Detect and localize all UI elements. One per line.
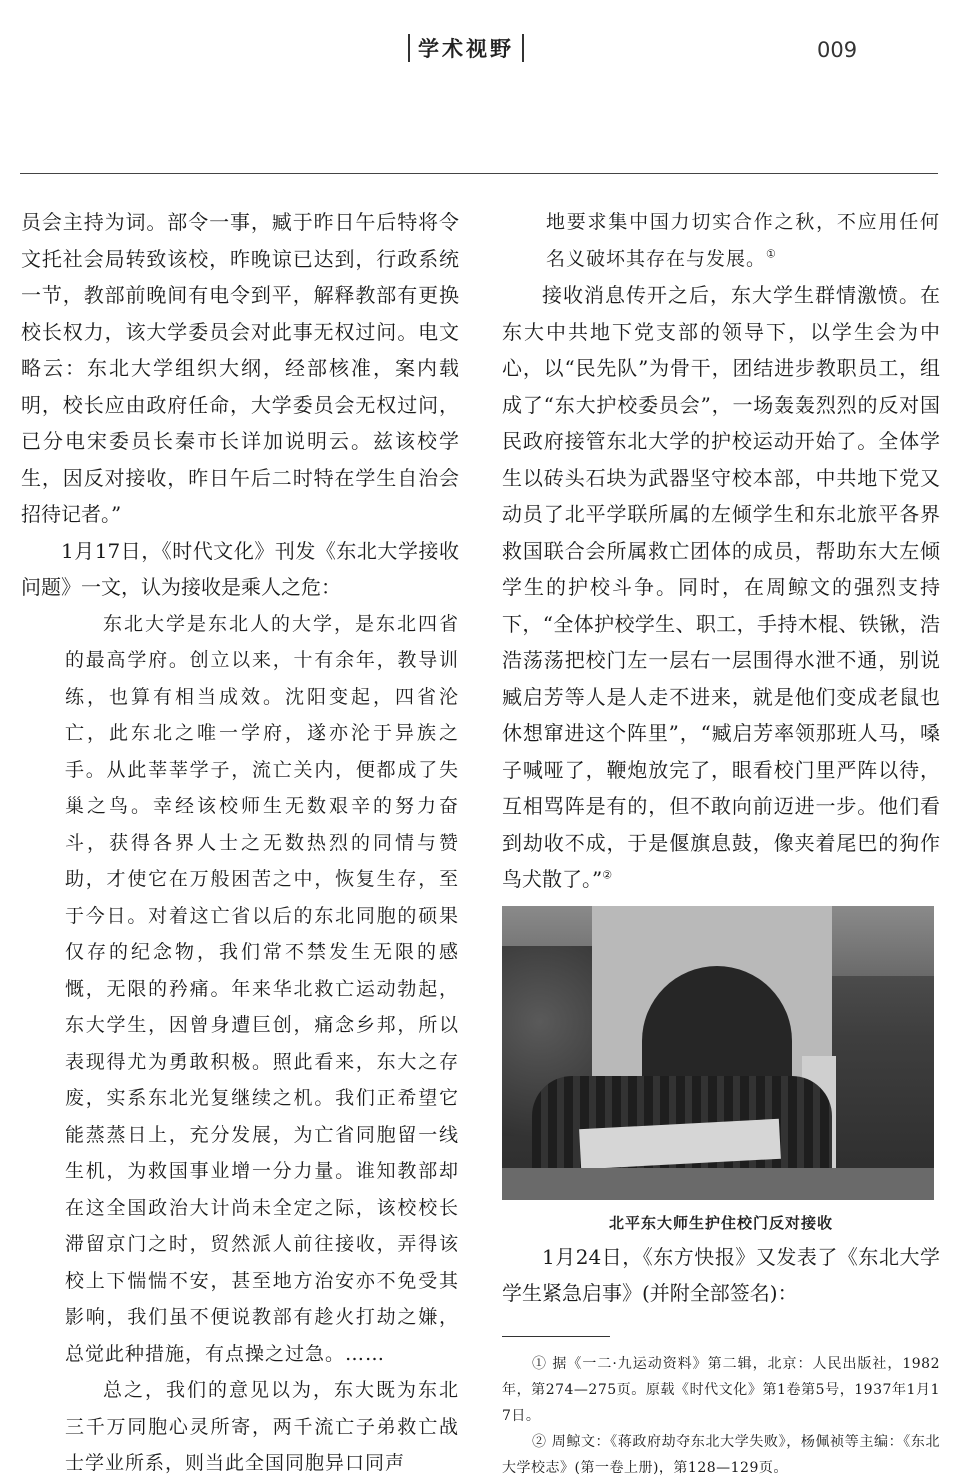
protect-school-text: 接收消息传开之后，东大学生群情激愤。在东大中共地下党支部的领导下，以学生会为中心，以“民先队”为骨干，团结进步教职员工，组成了“东大护校委员会”，一场轰轰烈烈的反对国民政府接管东北大学的护校运动开始了。全体学生以砖头石块为武器坚守校本部，中共地下党又动员了北平学联所属的左倾学生和东北旅平各界救国联合会所属救亡团体的成员，帮助东大左倾学生的护校斗争。同时，在周鲸文的强烈支持下，“全体护校学生、职工，手持木棍、铁锹，浩浩荡荡把校门左一层右一层围得水泄不通，别说臧启芳等人是人走不进来，就是他们变成老鼠也休想窜进这个阵里”，“臧启芳率领那班人马，嗓子喊哑了，鞭炮放完了，眼看校门里严阵以待，互相骂阵是有的，但不敢向前迈进一步。他们看到劫收不成，于是偃旗息鼓，像夹着尾巴的狗作鸟犬散了。”	[502, 283, 940, 891]
historical-photo	[502, 906, 934, 1200]
quote-continuation	[502, 204, 940, 277]
quote-shidai-wenhua: 东北大学是东北人的大学，是东北四省的最高学府。创立以来，十有余年，教导训练，也算有相当成效。沈阳变起，四省沦亡，此东北之唯一学府，遂亦沦于异族之手。从此莘莘学子，流亡关内，便都成了失巢之鸟。幸经该校师生无数艰辛的努力奋斗，获得各界人士之无数热烈的同情与赞助，才使它在万般困苦之中，恢复生存，至于今日。对着这亡省以后的东北同胞的硕果仅存的纪念物，我们常不禁发生无限的感慨，无限的矜痛。年来华北救亡运动勃起，东大学生，因曾身遭巨创，痛念乡邦，所以表现得尤为勇敢积极。照此看来，东大之存废，实系东北光复继续之机。我们正希望它能蒸蒸日上，充分发展，为亡省同胞留一线生机，为救国事业增一分力量。谁知教部却在这全国政治大计尚未全定之际，该校校长滞留京门之时，贸然派人前往接收，弄得该校上下惴惴不安，甚至地方治安亦不免受其影响，我们虽不便说教部有趁火打劫之嫌，总觉此种措施，有点操之过急。……	[65, 612, 459, 1365]
paragraph-shidai-wenhua: 1月17日，《时代文化》刊发《东北大学接收问题》一文，认为接收是乘人之危：	[21, 538, 459, 599]
footnote-ref-2[interactable]: ②	[602, 868, 613, 882]
photo-caption: 北平东大师生护住校门反对接收	[608, 1213, 833, 1232]
paragraph-telegram-report: 员会主持为词。部令一事，臧于昨日午后特将令文托社会局转致该校，昨晚谅已达到，行政系统一节，教部前晚间有电令到平，解释教部有更换校长权力，该大学委员会对此事无权过问。电文略云：东北大学组织大纲，经部核准，案内载明，校长应由政府任命，大学委员会无权过问，已分电宋委员长秦市长详加说明云。兹该校学生，因反对接收，昨日午后二时特在学生自治会招待记者。”	[21, 210, 459, 526]
header-rule	[20, 173, 938, 174]
quote-shidai-wenhua-conclusion: 总之，我们的意见以为，东大既为东北三千万同胞心灵所寄，两千流亡子弟救亡战士学业所系，则当此全国同胞异口同声	[65, 1379, 459, 1474]
footnote-rule	[502, 1336, 610, 1337]
section-title	[400, 32, 532, 64]
page-header	[0, 0, 958, 175]
photo-ground	[502, 1168, 934, 1200]
footnote-2: ② 周鲸文：《蒋政府劫夺东北大学失败》，杨佩祯等主编：《东北大学校志》(第一卷上册)，第128—129页。	[502, 1433, 940, 1476]
page-number: 009	[817, 38, 858, 62]
paragraph-protect-school-movement	[502, 277, 940, 898]
footnote-1: ① 据《一二·九运动资料》第二辑，北京：人民出版社，1982年，第274—275页。原载《时代文化》第1卷第5号，1937年1月17日。	[502, 1355, 940, 1424]
right-column	[502, 204, 940, 1481]
paragraph-dongfang-kuaibao: 1月24日，《东方快报》又发表了《东北大学学生紧急启事》(并附全部签名)：	[502, 1244, 940, 1305]
title-left-bar	[408, 34, 410, 62]
left-column	[21, 204, 459, 1482]
footnote-ref-1[interactable]: ①	[766, 247, 777, 261]
title-right-bar	[522, 34, 524, 62]
quote-continuation-text: 地要求集中国力切实合作之秋，不应用任何名义破坏其存在与发展。	[546, 211, 940, 270]
section-title-text: 学术视野	[418, 37, 514, 61]
